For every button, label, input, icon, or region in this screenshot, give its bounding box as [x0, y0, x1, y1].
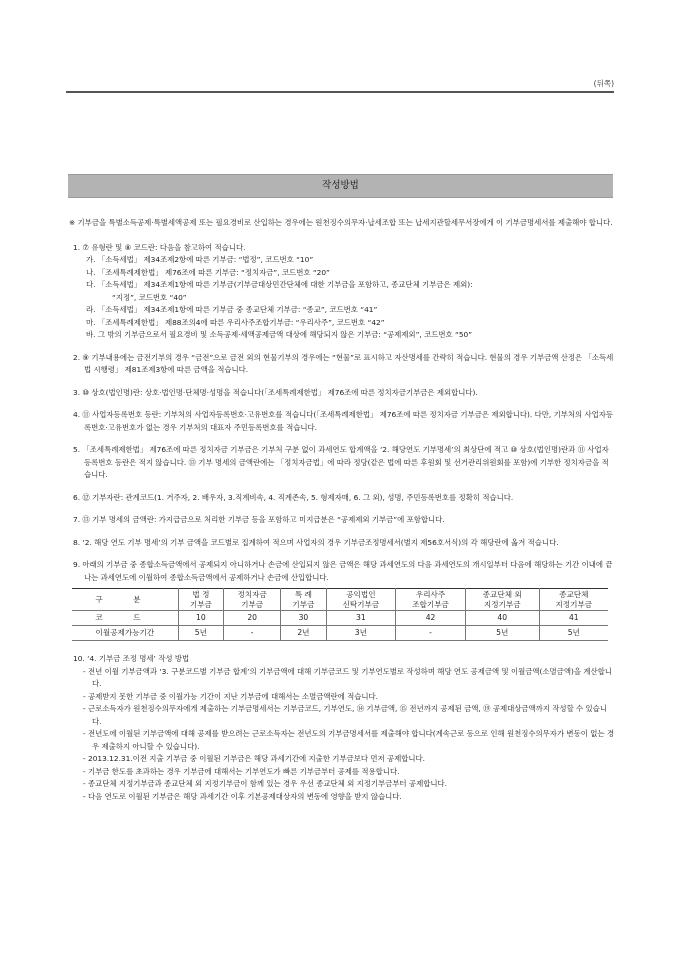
table-cell: 20 [223, 611, 280, 626]
item-5: 5. 「조세특례제한법」 제76조에 따른 정치자금 기부금은 기부처 구분 없이 과세연도 합계액을 ‘2. 해당연도 기부명세’의 최상단에 적고 ⑩ 상호(법인명)란과 ⑪ 사업자등록번호 등란은 적지 않습니다. ⑬ 기부 명세의 금액란에는 「정치자금법」에 따라 정당(같은 법에 따른 후원회 및 선거관리위원회를 포함)에 기부한 정치자금을 적습니다. [73, 445, 609, 479]
list-item: - 기부금 한도를 초과하는 경우 기부금에 대해서는 기부연도가 빠른 기부금부터 공제를 적용합니다. [83, 766, 400, 776]
table-cell: 42 [396, 611, 466, 626]
item-2: 2. ⑨ 기부내용에는 금전기부의 경우 “금전”으로 금전 외의 현물기부의 경우에는 “현물”로 표시하고 자산명세를 간략히 적습니다. 현물의 경우 기부금액 산정은 「소득세법 시행령」 제81조제3항에 따른 금액을 적습니다. [73, 352, 614, 374]
table-cell: 5년 [178, 626, 223, 641]
table-cell: 31 [326, 611, 396, 626]
table-cell: 41 [539, 611, 608, 626]
table-header-non-religious: 종교단체 외 지정기부금 [465, 589, 539, 611]
table-cell: 5년 [465, 626, 539, 641]
item-3: 3. ⑩ 상호(법인명)란: 상호·법인명·단체명·성명을 적습니다(「조세특례제한법」 제76조에 따른 정치자금기부금은 제외합니다). [73, 387, 478, 397]
list-item: - 다음 연도로 이월된 기부금은 해당 과세기간 이후 기본공제대상자의 변동에 영향을 받지 않습니다. [83, 791, 402, 801]
list-item: - 근로소득자가 원천징수의무자에게 제출하는 기부금명세서는 기부금코드, 기부연도, ⑭ 기부금액, ⑮ 전년까지 공제된 금액, ⑲ 공제대상금액까지 작성할 수 있습니다. [83, 704, 607, 726]
item-1-sub-da: 다. 「소득세법」 제34조제1항에 따른 기부금(기부금대상민간단체에 대한 기부금을 포함하고, 종교단체 기부금은 제외): [86, 280, 473, 289]
item-10 [66, 653, 614, 803]
table-header-religious: 종교단체 지정기부금 [539, 589, 608, 611]
list-item: - 공제받지 못한 기부금 중 이월가능 기간이 지난 기부금에 대해서는 소멸금액란에 적습니다. [83, 691, 379, 701]
table-row [72, 611, 608, 626]
item-10-bullets [66, 666, 614, 804]
table-header-statutory: 법 정 기부금 [178, 589, 223, 611]
table-cell: - [396, 626, 466, 641]
table-cell: 2년 [281, 626, 326, 641]
item-1-text: 1. ⑦ 유형란 및 ⑧ 코드란: 다음을 참고하여 적습니다. [73, 242, 246, 252]
top-divider [66, 91, 614, 93]
item-1-sub-ba: 바. 그 밖의 기부금으로서 필요경비 및 소득공제·세액공제금액 대상에 해당되지 않은 기부금: “공제제외”, 코드번호 “50” [86, 330, 473, 339]
list-item: - 종교단체 지정기부금과 종교단체 외 지정기부금이 함께 있는 경우 우선 종교단체 외 지정기부금부터 공제합니다. [83, 779, 447, 788]
table-row-label: 이월공제가능기간 [72, 626, 178, 641]
item-10-text: 10. ‘4. 기부금 조정 명세’ 작성 방법 [73, 654, 190, 663]
list-item: - 전년도에 이월된 기부금액에 대해 공제를 받으려는 근로소득자는 전년도의 기부금명세서를 제출해야 합니다(계속근로 등으로 인해 원천징수의무자가 변동이 없는 경우 제출하지 아니할 수 있습니다). [83, 729, 614, 751]
item-1 [66, 242, 614, 342]
item-7: 7. ⑬ 기부 명세의 금액란: 가지급금으로 처리한 기부금 등을 포함하고 미지급분은 “공제제외 기부금”에 포함합니다. [73, 515, 445, 524]
item-1-sub-da-cont: “지정”, 코드번호 “40” [112, 292, 187, 302]
item-1-sub-ga: 가. 「소득세법」 제34조제2항에 따른 기부금: “법정”, 코드번호 “10” [86, 255, 314, 264]
item-1-sub-ra: 라. 「소득세법」 제34조제1항에 따른 기부금 중 종교단체 기부금: “종교”, 코드번호 “41” [86, 305, 378, 314]
item-4: 4. ⑪ 사업자등록번호 등란: 기부처의 사업자등록번호·고유번호를 적습니다(「조세특례제한법」 제76조에 따른 정치자금 기부금은 제외합니다). 다만, 기부처의 사업자등록번호·고유번호가 없는 경우 기부처의 대표자 주민등록번호를 적습니다. [73, 410, 614, 432]
item-6: 6. ⑫ 기부자란: 관계코드(1. 거주자, 2. 배우자, 3.직계비속, 4. 직계존속, 5. 형제자매, 6. 그 외), 성명, 주민등록번호를 정확히 적습니다. [73, 492, 514, 502]
table-header-public-trust: 공익법인 신탁기부금 [326, 589, 396, 611]
submission-note: ※ 기부금을 특별소득공제·특별세액공제 또는 필요경비로 산입하는 경우에는 원천징수의무자·납세조합 또는 납세지관할세무서장에게 이 기부금명세서를 제출해야 합니다. [69, 218, 613, 227]
page-side-label: (뒤쪽) [593, 79, 614, 88]
list-item: - 2013.12.31.이전 지출 기부금 중 이월된 기부금은 해당 과세기간에 지출한 기부금보다 먼저 공제합니다. [83, 754, 426, 763]
section-title: 작성방법 [68, 174, 613, 198]
table-row-label: 코 드 [72, 611, 178, 626]
table-header-political: 정치자금 기부금 [223, 589, 280, 611]
table-cell: - [223, 626, 280, 641]
table-header-category: 구 분 [72, 589, 178, 611]
item-8: 8. ‘2. 해당 연도 기부 명세’의 기부 금액을 코드별로 집계하여 적으며 사업자의 경우 기부금조정명세서(별지 제56호서식)의 각 해당란에 옮겨 적습니다. [73, 537, 559, 547]
item-9: 9. 아래의 기부금 중 종합소득금액에서 공제되지 아니하거나 손금에 산입되지 않은 금액은 해당 과세연도의 다음 과세연도의 개시일부터 다음에 해당하는 기간 이내에 끝나는 과세연도에 이월하여 종합소득금액에서 공제하거나 손금에 산입합니다. [73, 560, 613, 582]
table-cell: 10 [178, 611, 223, 626]
item-1-sub-na: 나. 「조세특례제한법」 제76조에 따른 기부금: “정치자금”, 코드번호 “20” [86, 267, 330, 277]
table-header-special: 특 례 기부금 [281, 589, 326, 611]
table-header-row [72, 589, 608, 611]
table-cell: 5년 [539, 626, 608, 641]
instructions-body [66, 217, 614, 813]
table-cell: 30 [281, 611, 326, 626]
table-row [72, 626, 608, 641]
list-item: - 전년 이월 기부금액과 ‘3. 구분코드별 기부금 합계’의 기부금액에 대해 기부금코드 및 기부연도별로 작성하며 해당 연도 공제금액 및 이월금액(소멸금액)을 계산합니다. [83, 666, 612, 688]
item-1-sub-ma: 마. 「조세특례제한법」 제88조의4에 따른 우리사주조합기부금: “우리사주”, 코드번호 “42” [86, 317, 385, 327]
table-cell: 3년 [326, 626, 396, 641]
carryover-code-table [72, 588, 608, 641]
table-cell: 40 [465, 611, 539, 626]
table-header-esop: 우리사주 조합기부금 [396, 589, 466, 611]
